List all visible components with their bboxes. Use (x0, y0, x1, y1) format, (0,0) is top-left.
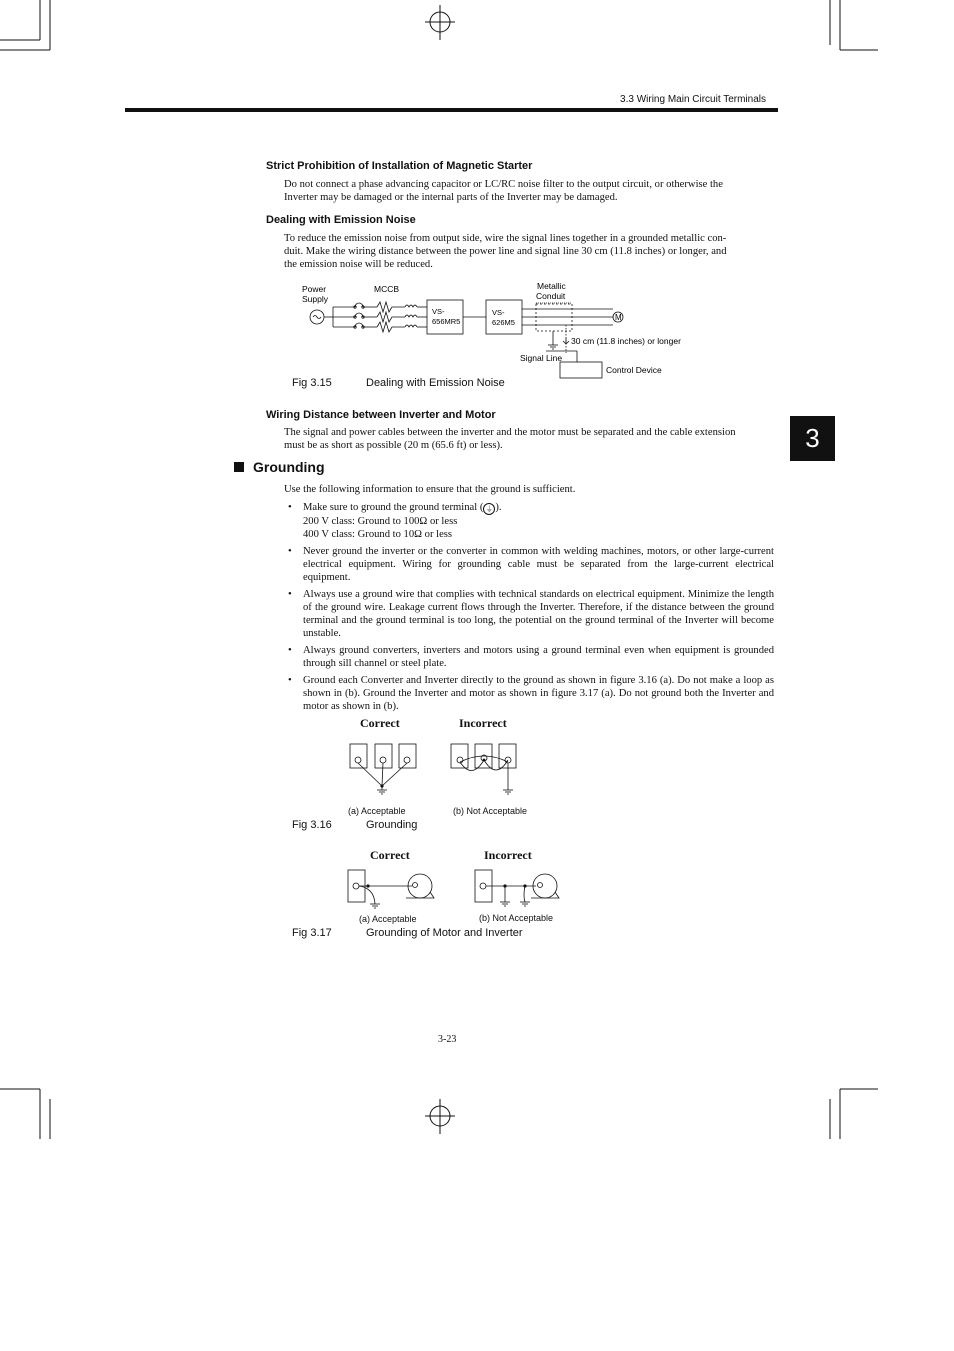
chapter-tab: 3 (790, 416, 835, 461)
fig317-caption: Grounding of Motor and Inverter (366, 927, 523, 939)
list-item: • Make sure to ground the ground terminal ( ⏚ ). 200 V class: Ground to 100Ω or less 400 V class: Ground to 10Ω or less (303, 501, 774, 541)
fig317-label-b: (b) Not Acceptable (479, 913, 554, 923)
header-rule (125, 108, 778, 112)
supply-label: Supply (302, 294, 328, 304)
fig317-number: Fig 3.17 (292, 927, 332, 939)
fig317-label-a: (a) Acceptable (359, 914, 417, 924)
control-device-label: Control Device (606, 365, 662, 375)
grounding-section-title: Grounding (234, 459, 325, 475)
fig317-correct-title: Correct (370, 848, 410, 862)
inverter-2-label-a: VS- (492, 308, 505, 317)
mccb-label: MCCB (374, 284, 400, 294)
distance-paragraph: The signal and power cables between the inverter and the motor must be separated and the cable extension must be as short as possible (20 m (65.6 ft) or less). (284, 427, 736, 451)
inverter-1-label-a: VS- (432, 307, 445, 316)
list-item: • Always use a ground wire that complies with technical standards on electrical equipment. Minimize the length of the ground wire. Leakage current flows through the Inverter. Therefore, if the distance between the ground terminal and the ground terminal is too long, the potential on the ground terminal of the Inverter will become unstable. (303, 588, 774, 640)
signal-line-label: Signal Line (520, 353, 563, 363)
ground-terminal-icon: ⏚ (483, 503, 495, 515)
starter-paragraph: Do not connect a phase advancing capacitor or LC/RC noise filter to the output circuit, or otherwise the Inverter may be damaged or the internal parts of the Inverter may be damaged. (284, 179, 723, 203)
fig316-label-a: (a) Acceptable (348, 806, 406, 816)
fig315-caption: Dealing with Emission Noise (366, 377, 505, 389)
power-label: Power (302, 284, 327, 294)
fig316-caption: Grounding (366, 819, 418, 831)
inverter-1-label-b: 656MR5 (432, 317, 461, 326)
list-item: • Never ground the inverter or the converter in common with welding machines, motors, or other large-current electrical equipment. Wiring for grounding cable must be separated from the large-current electrical equipment. (303, 545, 774, 584)
running-header: 3.3 Wiring Main Circuit Terminals (620, 94, 766, 105)
fig315-number: Fig 3.15 (292, 377, 332, 389)
emission-heading: Dealing with Emission Noise (266, 214, 416, 226)
fig316-incorrect-title: Incorrect (459, 716, 507, 730)
distance-label: 30 cm (11.8 inches) or longer (571, 336, 681, 346)
conduit-label: Conduit (536, 291, 566, 301)
metallic-label: Metallic (537, 281, 566, 291)
page-number: 3-23 (438, 1034, 457, 1045)
grounding-diagram (340, 738, 530, 800)
motor-grounding-diagram (340, 864, 580, 914)
inverter-2-label-b: 626M5 (492, 318, 515, 327)
emission-noise-diagram (295, 278, 705, 383)
motor-label: M (615, 313, 622, 322)
list-item: • Always ground converters, inverters and motors using a ground terminal even when equipment is grounded through sill channel or steel plate. (303, 644, 774, 670)
emission-paragraph: To reduce the emission noise from output side, wire the signal lines together in a grounded metallic con- duit. Make the wiring distance between the power line and signal line 30 cm (11.8 inches) or longer, and the emission noise will be reduced. (284, 233, 727, 270)
fig317-incorrect-title: Incorrect (484, 848, 532, 862)
starter-heading: Strict Prohibition of Installation of Magnetic Starter (266, 160, 533, 172)
grounding-intro: Use the following information to ensure that the ground is sufficient. (284, 484, 576, 495)
list-item: • Ground each Converter and Inverter directly to the ground as shown in figure 3.16 (a). Do not make a loop as shown in (b). Ground the Inverter and motor as shown in figure 3.17 (a). Do not ground both the Inverter and motor as shown in (b). (303, 674, 774, 713)
fig316-correct-title: Correct (360, 716, 400, 730)
distance-heading: Wiring Distance between Inverter and Motor (266, 409, 496, 421)
section-bullet-square (234, 462, 244, 472)
fig316-number: Fig 3.16 (292, 819, 332, 831)
fig316-label-b: (b) Not Acceptable (453, 806, 528, 816)
grounding-bullet-list (303, 501, 774, 717)
